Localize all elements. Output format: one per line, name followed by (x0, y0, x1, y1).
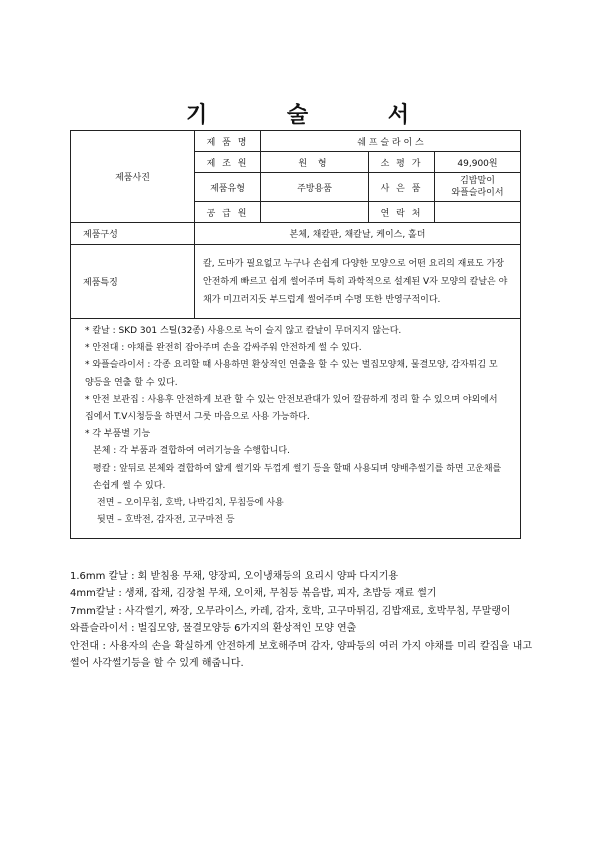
maker-label: 제 조 원 (195, 152, 261, 173)
product-name-value: 쉐 프 슬 라 이 스 (261, 131, 521, 152)
composition-label: 제품구성 (71, 223, 195, 245)
note-sub2-line: 뒷면 – 호박전, 감자전, 고구마전 등 (97, 515, 235, 526)
product-name-label: 제 품 명 (195, 131, 261, 152)
description-line: 안전대 : 사용자의 손을 확실하게 안전하게 보호해주며 감자, 양파등의 여러 가지 야채를 미리 칼집을 내고 썰어 사각썰기등을 할 수 있게 해줍니다. (70, 640, 532, 670)
description-line: 와플슬라이서 : 벌집모양, 물결모양등 6가지의 환상적인 모양 연출 (70, 623, 357, 635)
product-photo-label: 제품사진 (71, 131, 195, 223)
note-line: * 안전 보관집 : 사용후 안전하게 보관 할 수 있는 안전보관대가 있어 깔끔하게 정리 할 수 있으며 야외에서 집에서 T.V시청등을 하면서 그룻 마음으로 사용 가능하다. (85, 394, 498, 423)
composition-value: 본체, 채칼판, 채칼날, 케이스, 홀더 (195, 223, 521, 245)
price-value: 49,900원 (435, 152, 521, 173)
note-sub-line: 본체 : 각 부품과 결합하여 여러기능을 수행합니다. (93, 446, 290, 457)
price-label: 소 평 가 (369, 152, 435, 173)
spec-table (70, 130, 521, 539)
gift-value: 김밥말이 와플슬라이서 (435, 173, 521, 202)
maker-value: 원 형 (261, 152, 369, 173)
note-line: * 안전대 : 야채를 완전히 잡아주며 손을 감싸주워 안전하게 썰 수 있다. (85, 343, 362, 354)
description-line: 1.6mm 칼날 : 회 받침용 무채, 양장피, 오이냉채등의 요리시 양파 다지기용 (70, 571, 399, 582)
description-line: 7mm칼날 : 사각썰기, 짜장, 오무라이스, 카레, 감자, 호박, 고구마튀김, 김밥재료, 호박무침, 무말랭이 (70, 605, 511, 617)
type-value: 주방용품 (261, 173, 369, 202)
contact-value (435, 202, 521, 223)
features-value: 칼, 도마가 필요없고 누구나 손쉽게 다양한 모양으로 어떤 요리의 재료도 가장 안전하게 빠르고 쉽게 썰어주며 특히 과학적으로 설계된 V자 모양의 칼날은 야채가 미끄러지듯 부드럽게 썰어주며 수명 또한 반영구적이다. (195, 245, 521, 319)
note-sub2-line: 전면 – 오이무침, 호박, 나박김치, 무침등에 사용 (97, 498, 284, 509)
notes-cell (71, 319, 521, 539)
note-line: * 각 부품별 기능 (85, 429, 151, 440)
blade-descriptions (70, 568, 532, 672)
note-line: * 칼날 : SKD 301 스틸(32종) 사용으로 녹이 슬지 않고 칼날이 무뎌지지 않는다. (85, 326, 402, 336)
description-line: 4mm칼날 : 생채, 잡채, 김장철 무채, 오이채, 무침등 볶음밥, 피자, 초밥등 재료 썰기 (70, 588, 437, 600)
supplier-value (261, 202, 369, 223)
note-sub-line: 평칼 : 앞뒤로 본체와 결합하여 얇게 썰기와 두껍게 썰기 등을 할때 사용되며 양배추썰기를 하면 고운채를 손쉽게 썰 수 있다. (93, 463, 502, 491)
features-label: 제품특징 (71, 245, 195, 319)
page-title: 기 술 서 (185, 103, 446, 128)
supplier-label: 공 급 원 (195, 202, 261, 223)
type-label: 제품유형 (195, 173, 261, 202)
contact-label: 연 락 처 (369, 202, 435, 223)
note-line: * 와플슬라이서 : 각종 요리할 때 사용하면 환상적인 연출을 할 수 있는 벌집모양채, 물결모양, 감자튀김 모양등을 연출 할 수 있다. (85, 360, 498, 388)
gift-label: 사 은 품 (369, 173, 435, 202)
